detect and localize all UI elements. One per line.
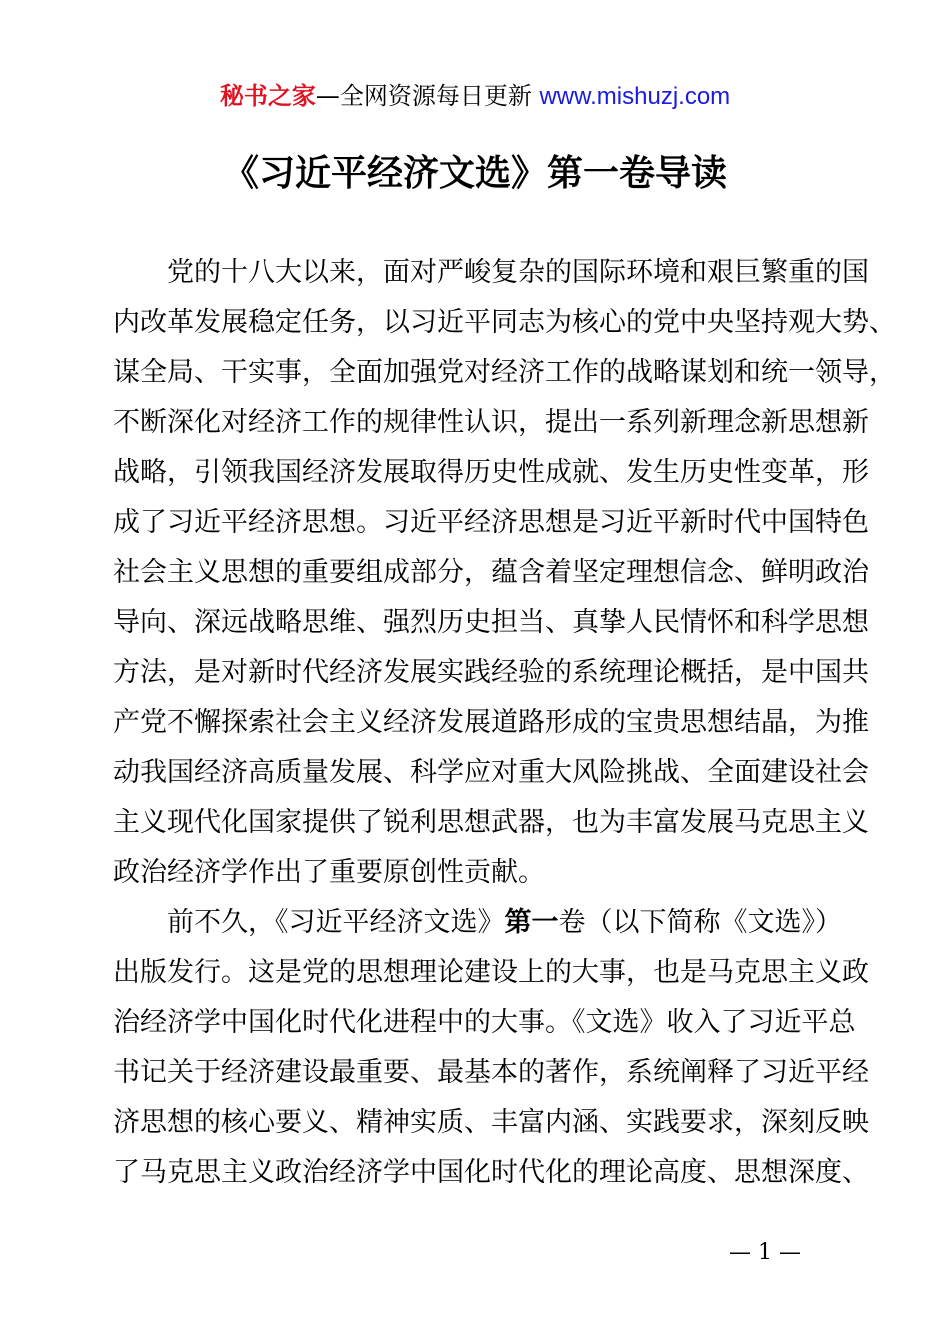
text-line [113,898,843,948]
text-line: 治经济学中国化时代化进程中的大事。《文选》收入了习近平总 [113,1007,856,1038]
text-line: 社会主义思想的重要组成部分，蕴含着坚定理想信念、鲜明政治 [113,557,869,588]
text-line: 成了习近平经济思想。习近平经济思想是习近平新时代中国特色 [113,507,869,538]
site-tagline: —全网资源每日更新 [315,82,532,110]
text-line: 导向、深远战略思维、强烈历史担当、真挚人民情怀和科学思想 [113,607,869,638]
text-line: 政治经济学作出了重要原创性贡献。 [113,857,545,888]
text-line: 内改革发展稳定任务，以习近平同志为核心的党中央坚持观大势、 [113,307,896,338]
page-number: — 1 — [729,1240,801,1265]
text-line: 主义现代化国家提供了锐利思想武器，也为丰富发展马克思主义 [113,807,869,838]
bold-text-segment: 第一 [504,907,559,938]
text-line: 谋全局、干实事，全面加强党对经济工作的战略谋划和统一领导， [113,357,896,388]
text-line: 产党不懈探索社会主义经济发展道路形成的宝贵思想结晶，为推 [113,707,869,738]
text-segment: 卷（以下简称《文选》） [558,907,842,938]
text-line: 战略，引领我国经济发展取得历史性成就、发生历史性变革，形 [113,457,869,488]
site-url-link[interactable]: www.mishuzj.com [539,83,731,110]
text-line: 济思想的核心要义、精神实质、丰富内涵、实践要求，深刻反映 [113,1107,869,1138]
paragraph-2 [113,898,869,1198]
text-line: 出版发行。这是党的思想理论建设上的大事，也是马克思主义政 [113,957,869,988]
text-line: 动我国经济高质量发展、科学应对重大风险挑战、全面建设社会 [113,757,869,788]
paragraph-1 [113,248,896,898]
site-header [0,78,950,115]
document-title: 《习近平经济文选》第一卷导读 [222,152,727,194]
text-line: 书记关于经济建设最重要、最基本的著作，系统阐释了习近平经 [113,1057,869,1088]
text-line: 了马克思主义政治经济学中国化时代化的理论高度、思想深度、 [113,1157,869,1188]
text-line: 党的十八大以来，面对严峻复杂的国际环境和艰巨繁重的国 [167,257,869,288]
text-line: 方法，是对新时代经济发展实践经验的系统理论概括，是中国共 [113,657,869,688]
document-body [113,248,896,1198]
text-segment: 前不久，《习近平经济文选》 [167,907,505,938]
site-name: 秘书之家 [219,82,316,110]
text-line: 不断深化对经济工作的规律性认识，提出一系列新理念新思想新 [113,407,869,438]
